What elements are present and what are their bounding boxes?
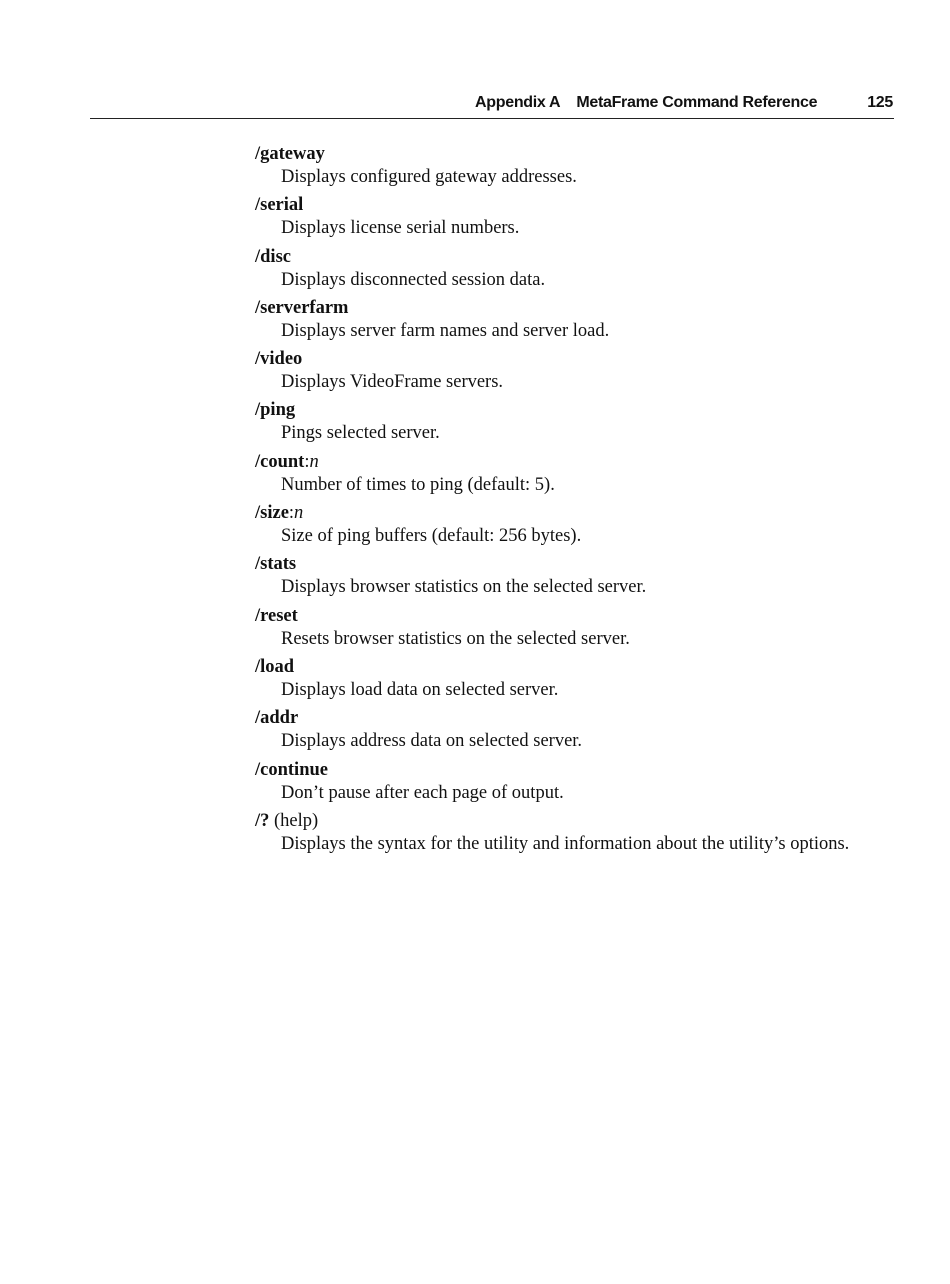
option-entry: [255, 143, 915, 194]
page-number: 125: [867, 94, 893, 111]
option-name: /addr: [255, 708, 299, 729]
option-term: [255, 605, 915, 628]
option-name: /load: [255, 656, 295, 677]
option-entry: [255, 656, 915, 707]
option-term: [255, 297, 915, 320]
option-separator: :: [288, 503, 295, 524]
option-entry: [255, 810, 915, 861]
header-text: [475, 94, 894, 112]
option-entry: [255, 502, 915, 553]
option-term: [255, 810, 915, 833]
option-term: [255, 348, 915, 371]
option-term: [255, 759, 915, 782]
option-term: [255, 656, 915, 679]
appendix-label: Appendix A: [475, 94, 561, 111]
option-description: Displays server farm names and server load.: [281, 320, 610, 341]
option-description: Don’t pause after each page of output.: [281, 782, 564, 803]
option-description: Resets browser statistics on the selected server.: [281, 628, 630, 649]
option-argument: n: [309, 451, 319, 472]
option-term: [255, 502, 915, 525]
option-name: /reset: [255, 605, 298, 626]
option-description: Displays load data on selected server.: [281, 679, 559, 700]
option-description: Pings selected server.: [281, 423, 440, 444]
option-description: Displays browser statistics on the selected server.: [281, 577, 647, 598]
option-name: /serverfarm: [255, 297, 349, 318]
option-term: [255, 399, 915, 422]
option-name: /gateway: [255, 144, 325, 164]
option-name: /disc: [255, 246, 291, 267]
option-name: /serial: [255, 195, 304, 216]
option-entry: [255, 759, 915, 810]
option-term: [255, 246, 915, 269]
option-name: /?: [255, 810, 270, 831]
option-description: Displays the syntax for the utility and information about the utility’s options.: [281, 833, 850, 854]
section-title: MetaFrame Command Reference: [576, 94, 818, 111]
option-term: [255, 553, 915, 576]
option-term: [255, 451, 915, 474]
option-name: /video: [255, 349, 303, 370]
option-entry: [255, 194, 915, 245]
option-description: Displays address data on selected server.: [281, 731, 583, 752]
running-header: [90, 92, 894, 119]
option-separator: :: [304, 451, 310, 472]
option-name: /stats: [255, 554, 297, 575]
option-description: Number of times to ping (default: 5).: [281, 474, 555, 495]
option-description: Displays VideoFrame servers.: [281, 372, 504, 393]
option-entry: [255, 399, 915, 450]
option-name: /continue: [255, 759, 328, 780]
option-entry: [255, 707, 915, 758]
option-entry: [255, 246, 915, 297]
option-description: Size of ping buffers (default: 256 bytes).: [281, 526, 582, 547]
option-entry: [255, 605, 915, 656]
option-name: /size: [255, 503, 289, 524]
option-entry: [255, 348, 915, 399]
option-entry: [255, 451, 915, 502]
option-argument: n: [294, 503, 304, 524]
option-name: /ping: [255, 400, 296, 421]
option-suffix: (help): [269, 810, 319, 831]
option-entry: [255, 297, 915, 348]
option-term: [255, 143, 915, 166]
option-entry: [255, 553, 915, 604]
option-name: /count: [255, 451, 305, 472]
option-term: [255, 707, 915, 730]
option-term: [255, 194, 915, 217]
option-description: Displays license serial numbers.: [281, 218, 520, 239]
option-list: [255, 143, 915, 861]
option-description: Displays disconnected session data.: [281, 269, 546, 290]
option-description: Displays configured gateway addresses.: [281, 167, 577, 187]
